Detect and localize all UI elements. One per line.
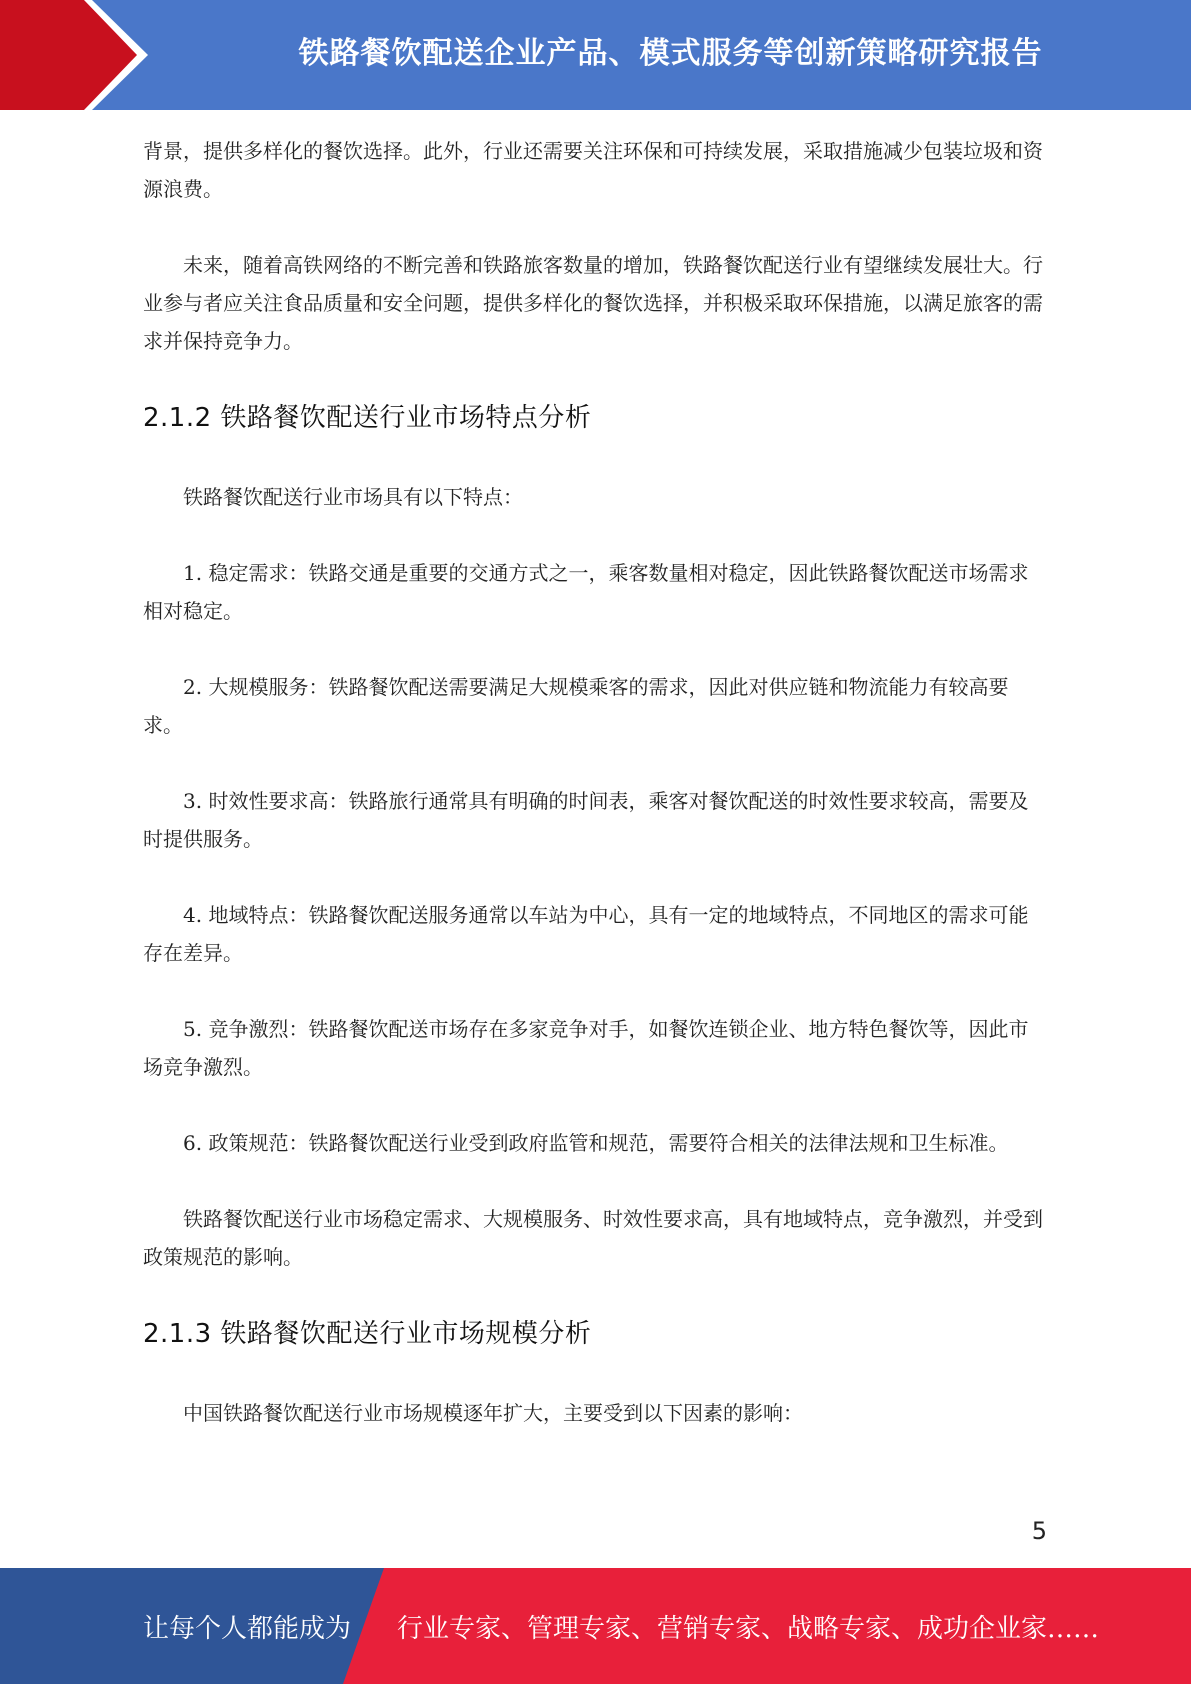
report-title: 铁路餐饮配送企业产品、模式服务等创新策略研究报告 bbox=[298, 36, 1043, 71]
list-item: 6. 政策规范：铁路餐饮配送行业受到政府监管和规范，需要符合相关的法律法规和卫生标准。 bbox=[183, 1131, 1009, 1155]
header-arrow-decoration bbox=[0, 0, 150, 110]
paragraph: 铁路餐饮配送行业市场具有以下特点： bbox=[183, 485, 523, 509]
list-item: 2. 大规模服务：铁路餐饮配送需要满足大规模乘客的需求，因此对供应链和物流能力有较高要求。 bbox=[143, 675, 1009, 737]
paragraph: 铁路餐饮配送行业市场稳定需求、大规模服务、时效性要求高，具有地域特点，竞争激烈，并受到政策规范的影响。 bbox=[143, 1207, 1043, 1269]
paragraph: 中国铁路餐饮配送行业市场规模逐年扩大，主要受到以下因素的影响： bbox=[183, 1401, 803, 1425]
section-heading-2-1-3: 2.1.3 铁路餐饮配送行业市场规模分析 bbox=[143, 1319, 592, 1349]
list-item: 3. 时效性要求高：铁路旅行通常具有明确的时间表，乘客对餐饮配送的时效性要求较高，需要及时提供服务。 bbox=[143, 789, 1029, 851]
paragraph: 未来，随着高铁网络的不断完善和铁路旅客数量的增加，铁路餐饮配送行业有望继续发展壮大。行业参与者应关注食品质量和安全问题，提供多样化的餐饮选择，并积极采取环保措施，以满足旅客的需求并保持竞争力。 bbox=[143, 253, 1043, 353]
paragraph: 背景，提供多样化的餐饮选择。此外，行业还需要关注环保和可持续发展，采取措施减少包装垃圾和资源浪费。 bbox=[143, 139, 1043, 201]
footer-slogan-right: 行业专家、管理专家、营销专家、战略专家、成功企业家…… bbox=[397, 1613, 1100, 1644]
list-item: 4. 地域特点：铁路餐饮配送服务通常以车站为中心，具有一定的地域特点，不同地区的需求可能存在差异。 bbox=[143, 903, 1029, 965]
section-heading-2-1-2: 2.1.2 铁路餐饮配送行业市场特点分析 bbox=[143, 403, 592, 433]
page-header bbox=[0, 0, 1191, 110]
list-item: 1. 稳定需求：铁路交通是重要的交通方式之一，乘客数量相对稳定，因此铁路餐饮配送市场需求相对稳定。 bbox=[143, 561, 1029, 623]
page-number: 5 bbox=[1031, 1517, 1047, 1545]
document-body bbox=[143, 132, 1048, 1470]
page-footer bbox=[0, 1568, 1191, 1684]
list-item: 5. 竞争激烈：铁路餐饮配送市场存在多家竞争对手，如餐饮连锁企业、地方特色餐饮等，因此市场竞争激烈。 bbox=[143, 1017, 1029, 1079]
footer-slogan-left: 让每个人都能成为 bbox=[143, 1613, 352, 1644]
